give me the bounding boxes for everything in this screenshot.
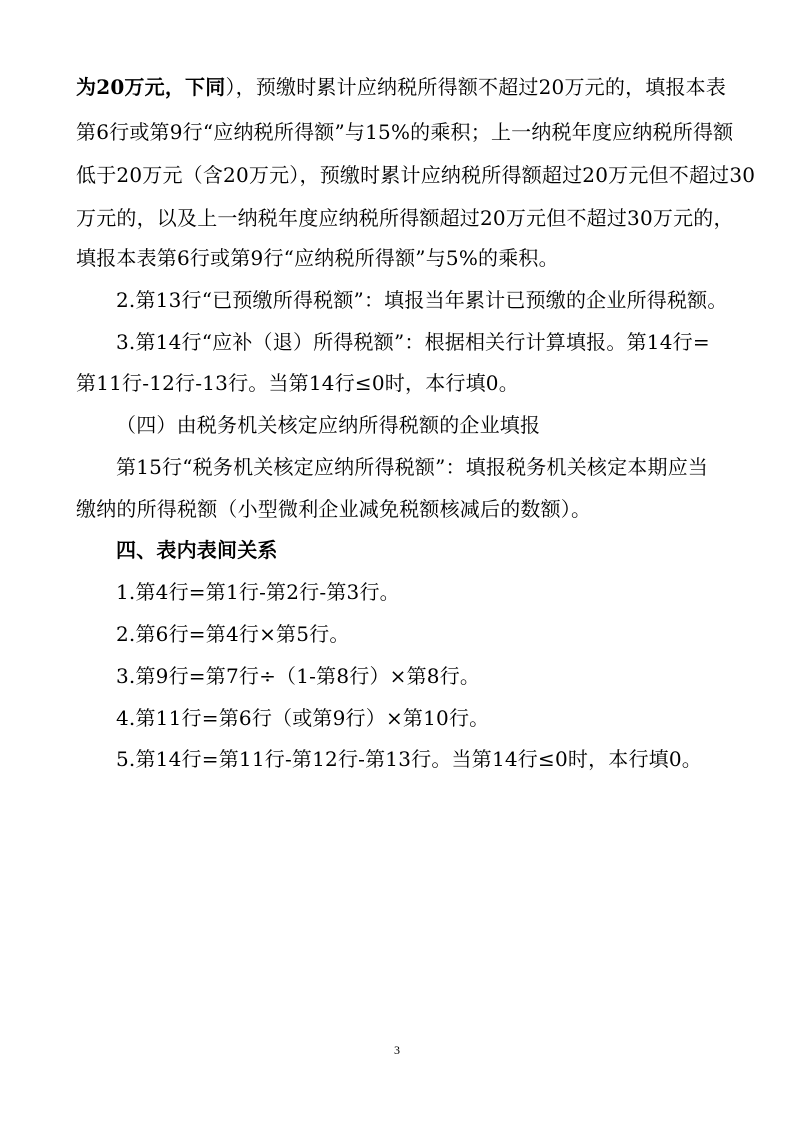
paragraph-line: 填报本表第6行或第9行“应纳税所得额”与5%的乘积。: [76, 246, 559, 270]
relation-item: 3.第9行=第7行÷（1-第8行）×第8行。: [116, 664, 481, 688]
section-heading: 四、表内表间关系: [116, 538, 278, 562]
item-3-line: 3.第14行“应补（退）所得税额”：根据相关行计算填报。第14行=: [116, 330, 710, 354]
item-3-line: 第11行-12行-13行。当第14行≤0时，本行填0。: [76, 371, 519, 395]
relation-item: 4.第11行=第6行（或第9行）×第10行。: [116, 706, 490, 730]
paragraph-line: 第6行或第9行“应纳税所得额”与15%的乘积；上一纳税年度应纳税所得额: [76, 120, 734, 144]
section-line: 缴纳的所得税额（小型微利企业减免税额核减后的数额）。: [76, 497, 592, 521]
paragraph-line: 低于20万元（含20万元），预缴时累计应纳税所得额超过20万元但不超过30: [76, 163, 756, 187]
page-number: 3: [394, 1043, 400, 1057]
relation-item: 1.第4行=第1行-第2行-第3行。: [116, 580, 400, 604]
relation-item: 5.第14行=第11行-第12行-第13行。当第14行≤0时，本行填0。: [116, 747, 703, 771]
item-2-line: 2.第13行“已预缴所得税额”：填报当年累计已预缴的企业所得税额。: [116, 288, 728, 312]
paragraph-line: [76, 72, 726, 102]
paragraph-line: 万元的，以及上一纳税年度应纳税所得额超过20万元但不超过30万元的，: [76, 206, 734, 230]
section-title: （四）由税务机关核定应纳所得税额的企业填报: [116, 413, 541, 437]
paragraph-text: ），预缴时累计应纳税所得额不超过20万元的，填报本表: [225, 75, 727, 99]
section-line: 第15行“税务机关核定应纳所得税额”：填报税务机关核定本期应当: [116, 455, 709, 479]
relation-item: 2.第6行=第4行×第5行。: [116, 622, 350, 646]
bold-text: 为20万元，下同: [76, 75, 226, 99]
